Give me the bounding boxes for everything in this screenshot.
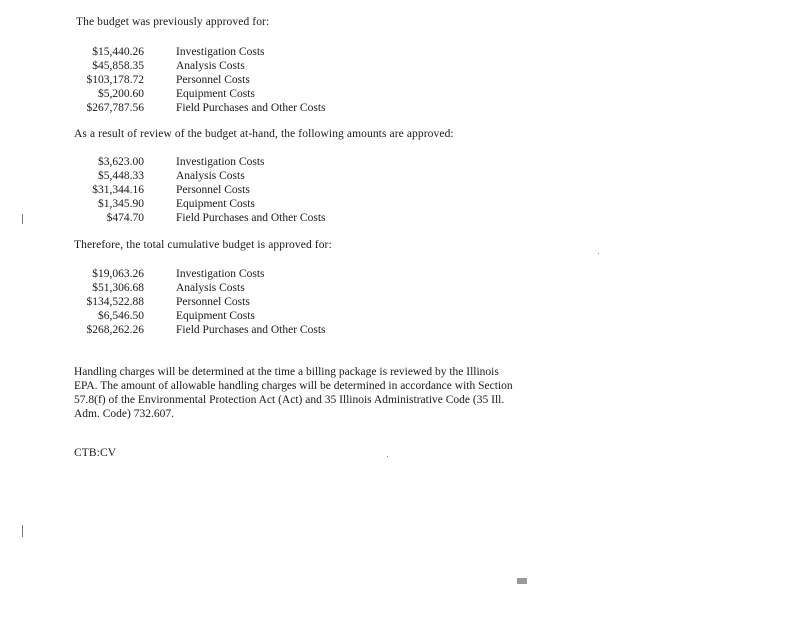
amount: $6,546.50 bbox=[98, 310, 144, 322]
cumulative-intro: Therefore, the total cumulative budget is approved for: bbox=[74, 239, 332, 251]
speck bbox=[387, 456, 388, 457]
table-row bbox=[0, 323, 800, 337]
table-row bbox=[0, 183, 800, 197]
cost-label: Field Purchases and Other Costs bbox=[176, 102, 326, 114]
table-row bbox=[0, 155, 800, 169]
cost-label: Analysis Costs bbox=[176, 170, 245, 182]
table-row bbox=[0, 281, 800, 295]
table-row bbox=[0, 211, 800, 225]
cost-label: Equipment Costs bbox=[176, 198, 255, 210]
review-result-intro: As a result of review of the budget at-hand, the following amounts are approved: bbox=[74, 128, 454, 140]
handling-charges-paragraph bbox=[74, 365, 554, 421]
speck bbox=[598, 253, 599, 254]
amount: $474.70 bbox=[106, 212, 144, 224]
cost-label: Personnel Costs bbox=[176, 296, 250, 308]
amount: $134,522.88 bbox=[86, 296, 144, 308]
table-row bbox=[0, 87, 800, 101]
margin-mark bbox=[22, 525, 23, 537]
table-row bbox=[0, 59, 800, 73]
amount: $31,344.16 bbox=[92, 184, 144, 196]
cost-label: Personnel Costs bbox=[176, 74, 250, 86]
author-initials: CTB:CV bbox=[74, 447, 117, 459]
amount: $45,858.35 bbox=[92, 60, 144, 72]
table-row bbox=[0, 73, 800, 87]
table-row bbox=[0, 295, 800, 309]
cost-label: Personnel Costs bbox=[176, 184, 250, 196]
amount: $5,200.60 bbox=[98, 88, 144, 100]
cost-label: Field Purchases and Other Costs bbox=[176, 324, 326, 336]
cost-label: Investigation Costs bbox=[176, 268, 265, 280]
table-row bbox=[0, 267, 800, 281]
table-row bbox=[0, 169, 800, 183]
scan-stamp bbox=[517, 578, 527, 584]
amount: $3,623.00 bbox=[98, 156, 144, 168]
cost-label: Investigation Costs bbox=[176, 156, 265, 168]
table-row bbox=[0, 197, 800, 211]
amount: $51,306.68 bbox=[92, 282, 144, 294]
paragraph-line: EPA. The amount of allowable handling charges will be determined in accordance with Section bbox=[74, 380, 513, 392]
previous-approval-intro: The budget was previously approved for: bbox=[76, 16, 270, 28]
table-row bbox=[0, 101, 800, 115]
paragraph-line: Adm. Code) 732.607. bbox=[74, 408, 174, 420]
paragraph-line: Handling charges will be determined at the time a billing package is reviewed by the Illinois bbox=[74, 366, 499, 378]
amount: $103,178.72 bbox=[86, 74, 144, 86]
amount: $15,440.26 bbox=[92, 46, 144, 58]
cost-label: Analysis Costs bbox=[176, 60, 245, 72]
amount: $1,345.90 bbox=[98, 198, 144, 210]
paragraph-line: 57.8(f) of the Environmental Protection Act (Act) and 35 Illinois Administrative Code (35 Ill. bbox=[74, 394, 505, 406]
cost-label: Equipment Costs bbox=[176, 310, 255, 322]
amount: $267,787.56 bbox=[86, 102, 144, 114]
cost-label: Field Purchases and Other Costs bbox=[176, 212, 326, 224]
amount: $5,448.33 bbox=[98, 170, 144, 182]
amount: $268,262.26 bbox=[86, 324, 144, 336]
table-row bbox=[0, 309, 800, 323]
table-row bbox=[0, 45, 800, 59]
margin-mark bbox=[22, 214, 23, 224]
cost-label: Investigation Costs bbox=[176, 46, 265, 58]
cost-label: Analysis Costs bbox=[176, 282, 245, 294]
amount: $19,063.26 bbox=[92, 268, 144, 280]
cost-label: Equipment Costs bbox=[176, 88, 255, 100]
